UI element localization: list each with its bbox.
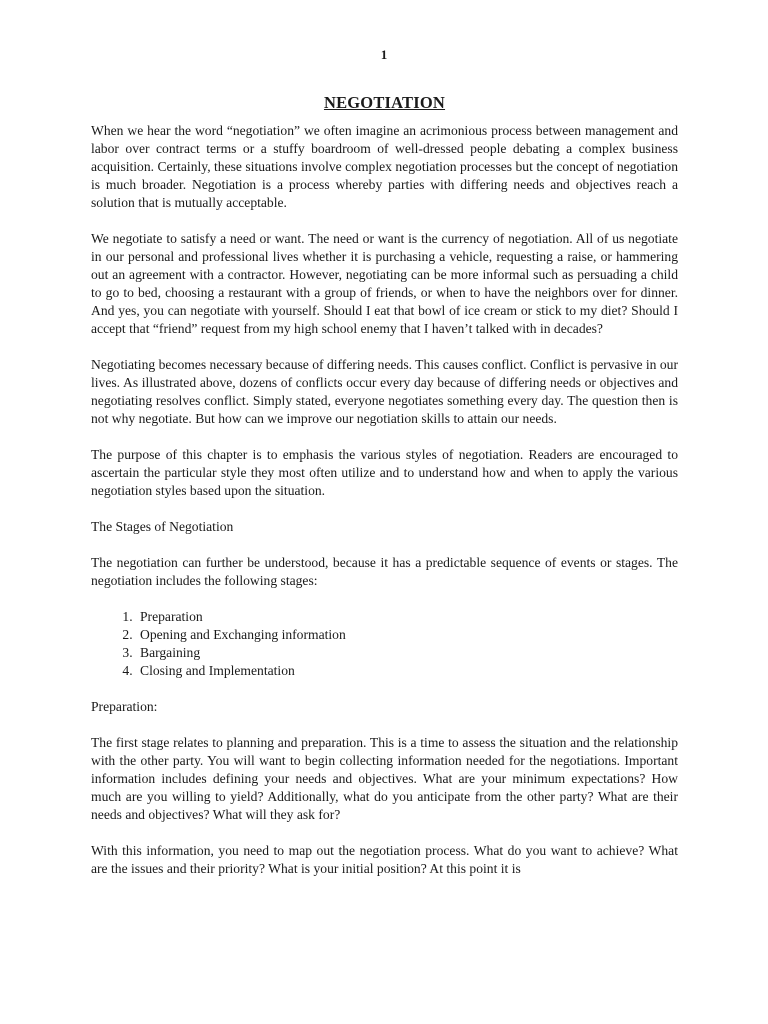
- paragraph-map-out: With this information, you need to map out the negotiation process. What do you want to achieve? What are the issues and their priority? What is your initial position? At this point it is: [91, 843, 678, 876]
- page-content: [91, 94, 678, 896]
- paragraph-stages-intro: The negotiation can further be understood, because it has a predictable sequence of events or stages. The negotiation includes the following stages:: [91, 555, 678, 588]
- list-item: 1. Preparation: [136, 608, 678, 626]
- page-title: NEGOTIATION: [323, 93, 446, 112]
- heading-preparation: Preparation:: [91, 699, 158, 714]
- list-item: 2. Opening and Exchanging information: [136, 626, 678, 644]
- paragraph-conflict: Negotiating becomes necessary because of differing needs. This causes conflict. Conflict is pervasive in our lives. As illustrated above, dozens of conflicts occur every day because of differing needs or objectives and negotiating resolves conflict. Simply stated, everyone negotiates something every day. The question then is not why negotiate. But how can we improve our negotiation skills to attain our needs.: [91, 357, 678, 426]
- paragraph-need-or-want: We negotiate to satisfy a need or want. The need or want is the currency of negotiation. All of us negotiate in our personal and professional lives whether it is purchasing a vehicle, requesting a raise, or hammering out an agreement with a contractor. However, negotiating can be more informal such as persuading a child to go to bed, choosing a restaurant with a group of friends, or when to have the neighbors over for dinner. And yes, you can negotiate with yourself. Should I eat that bowl of ice cream or stick to my diet? Should I accept that “friend” request from my high school enemy that I haven’t talked with in decades?: [91, 231, 678, 336]
- paragraph-preparation: The first stage relates to planning and preparation. This is a time to assess the situation and the relationship with the other party. You will want to begin collecting information needed for the negotiations. Important information includes defining your needs and objectives. What are your minimum expectations? How much are you willing to yield? Additionally, what do you anticipate from the other party? What are their needs and objectives? What will they ask for?: [91, 735, 678, 822]
- stages-list: [91, 608, 678, 680]
- paragraph-purpose: The purpose of this chapter is to emphasis the various styles of negotiation. Readers are encouraged to ascertain the particular style they most often utilize and to understand how and when to apply the various negotiation styles based upon the situation.: [91, 447, 678, 498]
- heading-stages: The Stages of Negotiation: [91, 519, 234, 534]
- page-number: 1: [380, 47, 388, 62]
- paragraph-intro: When we hear the word “negotiation” we often imagine an acrimonious process between management and labor over contract terms or a stuffy boardroom of well-dressed people debating a complex business acquisition. Certainly, these situations involve complex negotiation processes but the concept of negotiation is much broader. Negotiation is a process whereby parties with differing needs and objectives reach a solution that is mutually acceptable.: [91, 123, 678, 210]
- list-item: 4. Closing and Implementation: [136, 662, 678, 680]
- list-item: 3. Bargaining: [136, 644, 678, 662]
